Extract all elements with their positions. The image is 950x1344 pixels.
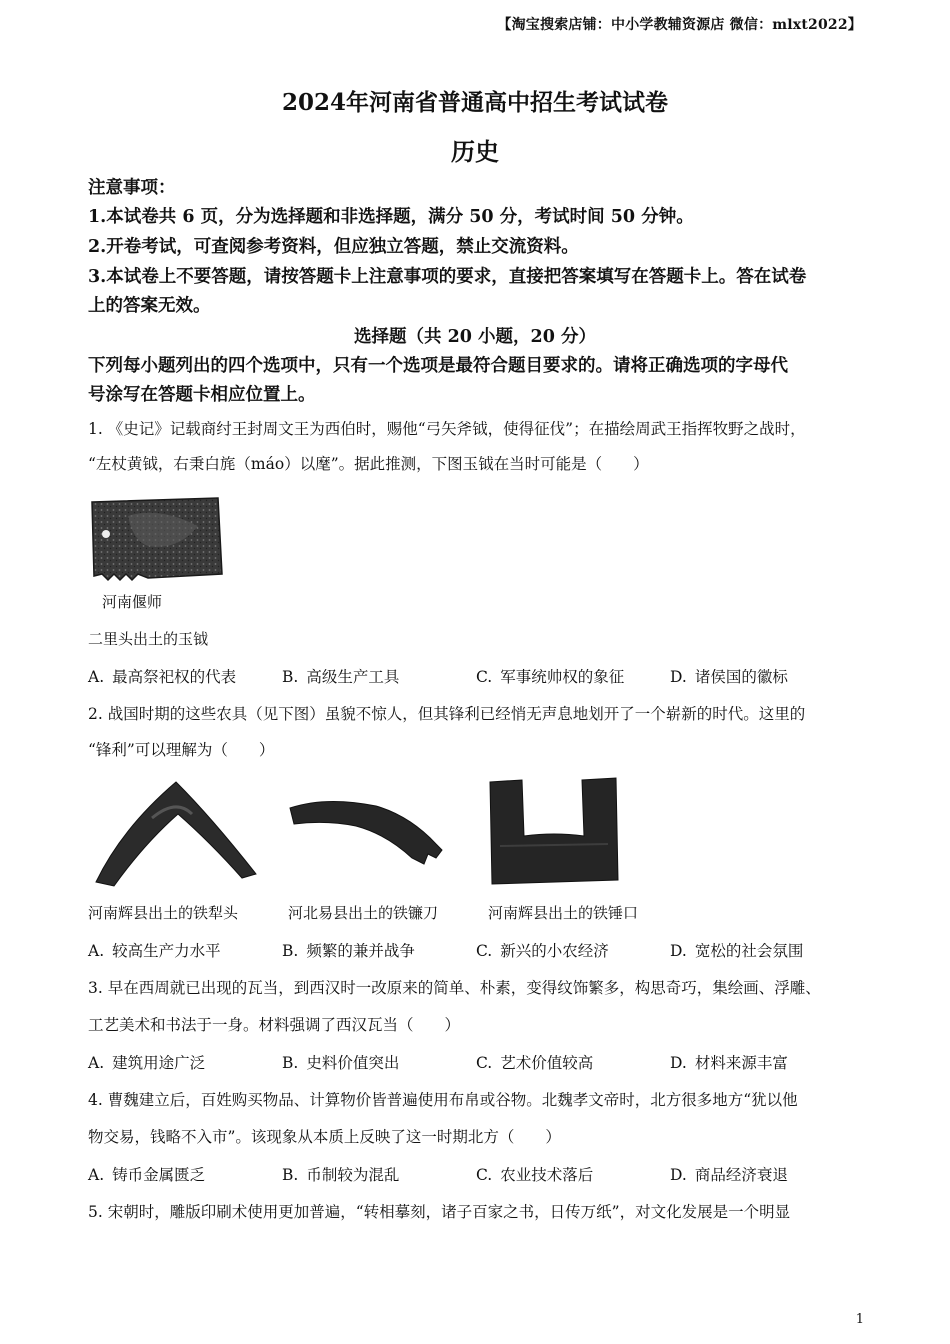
option-letter: D. bbox=[670, 1166, 687, 1184]
question-1-option-b[interactable] bbox=[282, 665, 399, 687]
question-1-line-2: “左杖黄钺，右秉白旄（máo）以麾”。据此推测，下图玉钺在当时可能是（ ） bbox=[88, 455, 649, 473]
question-2-caption-plough: 河南辉县出土的铁犁头 bbox=[88, 904, 239, 922]
option-text: 频繁的兼并战争 bbox=[306, 942, 415, 960]
option-letter: C. bbox=[476, 942, 493, 960]
question-4-option-a[interactable] bbox=[88, 1163, 205, 1185]
question-3-option-b[interactable] bbox=[282, 1051, 399, 1073]
option-letter: A. bbox=[88, 1054, 105, 1072]
question-3-line-2: 工艺美术和书法于一身。材料强调了西汉瓦当（ ） bbox=[88, 1016, 461, 1034]
option-text: 最高祭祀权的代表 bbox=[112, 668, 237, 686]
option-text: 商品经济衰退 bbox=[694, 1166, 788, 1184]
question-1-option-c[interactable] bbox=[476, 665, 624, 687]
question-1-caption-2: 二里头出土的玉钺 bbox=[88, 630, 209, 648]
question-2-option-d[interactable] bbox=[670, 939, 803, 961]
option-text: 诸侯国的徽标 bbox=[694, 668, 788, 686]
question-4-option-d[interactable] bbox=[670, 1163, 788, 1185]
subject-title: 历史 bbox=[451, 137, 499, 166]
question-1-caption-1: 河南偃师 bbox=[102, 593, 163, 611]
option-letter: C. bbox=[476, 1166, 493, 1184]
iron-plough-head-image bbox=[92, 778, 260, 890]
question-3-options bbox=[88, 1051, 868, 1075]
section-instruction-line-1: 下列每小题列出的四个选项中，只有一个选项是最符合题目要求的。请将正确选项的字母代 bbox=[88, 356, 788, 376]
question-5-line-1: 5. 宋朝时，雕版印刷术使用更加普遍，“转相摹刻，诸子百家之书，日传万纸”，对文化发展是一个明显 bbox=[88, 1203, 791, 1221]
exam-title: 2024年河南省普通高中招生考试试卷 bbox=[281, 89, 668, 116]
option-letter: D. bbox=[670, 668, 687, 686]
question-2-option-c[interactable] bbox=[476, 939, 609, 961]
option-letter: A. bbox=[88, 668, 105, 686]
question-1-options bbox=[88, 665, 868, 689]
option-text: 史料价值突出 bbox=[306, 1054, 400, 1072]
notice-heading: 注意事项： bbox=[88, 178, 176, 198]
iron-sickle-image bbox=[286, 794, 446, 874]
iron-hoe-mouth-image bbox=[486, 776, 622, 888]
option-letter: B. bbox=[282, 942, 299, 960]
option-letter: D. bbox=[670, 942, 687, 960]
question-2-caption-hoe: 河南辉县出土的铁锤口 bbox=[488, 904, 639, 922]
option-text: 建筑用途广泛 bbox=[112, 1054, 206, 1072]
option-letter: A. bbox=[88, 1166, 105, 1184]
option-text: 材料来源丰富 bbox=[694, 1054, 788, 1072]
question-4-line-2: 物交易，钱略不入市”。该现象从本质上反映了这一时期北方（ ） bbox=[88, 1128, 561, 1146]
question-2-option-a[interactable] bbox=[88, 939, 221, 961]
question-2-line-2: “锋利”可以理解为（ ） bbox=[88, 741, 275, 759]
notice-item-3-line-2: 上的答案无效。 bbox=[88, 296, 211, 316]
page-number: 1 bbox=[855, 1312, 864, 1327]
header-note: 【淘宝搜索店铺：中小学教辅资源店 微信：mlxt2022】 bbox=[497, 17, 862, 33]
notice-item-3-line-1: 3.本试卷上不要答题，请按答题卡上注意事项的要求，直接把答案填写在答题卡上。答在试卷 bbox=[88, 267, 807, 287]
question-2-option-b[interactable] bbox=[282, 939, 415, 961]
question-1-option-d[interactable] bbox=[670, 665, 788, 687]
option-text: 新兴的小农经济 bbox=[500, 942, 609, 960]
option-text: 币制较为混乱 bbox=[306, 1166, 400, 1184]
question-2-line-1: 2. 战国时期的这些农具（见下图）虽貌不惊人，但其锋利已经悄无声息地划开了一个崭新的时代。这里的 bbox=[88, 705, 806, 723]
question-3-option-d[interactable] bbox=[670, 1051, 788, 1073]
option-letter: C. bbox=[476, 668, 493, 686]
question-3-line-1: 3. 早在西周就已出现的瓦当，到西汉时一改原来的简单、朴素，变得纹饰繁多，构思奇巧，集绘画、浮雕、 bbox=[88, 979, 821, 997]
question-3-option-a[interactable] bbox=[88, 1051, 205, 1073]
option-text: 宽松的社会氛围 bbox=[694, 942, 804, 960]
notice-item-2: 2.开卷考试，可查阅参考资料，但应独立答题，禁止交流资料。 bbox=[88, 237, 579, 257]
option-text: 高级生产工具 bbox=[306, 668, 400, 686]
section-heading: 选择题（共 20 小题，20 分） bbox=[354, 327, 596, 347]
question-1-option-a[interactable] bbox=[88, 665, 236, 687]
option-letter: D. bbox=[670, 1054, 687, 1072]
option-letter: A. bbox=[88, 942, 105, 960]
question-4-line-1: 4. 曹魏建立后，百姓购买物品、计算物价皆普遍使用布帛或谷物。北魏孝文帝时，北方很多地方“犹以他 bbox=[88, 1091, 798, 1109]
question-1-line-1: 1. 《史记》记载商纣王封周文王为西伯时，赐他“弓矢斧钺，使得征伐”；在描绘周武王指挥牧野之战时， bbox=[88, 420, 806, 438]
option-text: 艺术价值较高 bbox=[500, 1054, 594, 1072]
option-text: 较高生产力水平 bbox=[112, 942, 221, 960]
question-4-option-c[interactable] bbox=[476, 1163, 593, 1185]
section-instruction-line-2: 号涂写在答题卡相应位置上。 bbox=[88, 385, 316, 405]
option-letter: B. bbox=[282, 1166, 299, 1184]
question-3-option-c[interactable] bbox=[476, 1051, 593, 1073]
question-4-option-b[interactable] bbox=[282, 1163, 399, 1185]
notice-item-1: 1.本试卷共 6 页，分为选择题和非选择题，满分 50 分，考试时间 50 分钟。 bbox=[88, 207, 694, 227]
option-letter: B. bbox=[282, 668, 299, 686]
option-text: 铸币金属匮乏 bbox=[112, 1166, 206, 1184]
option-letter: C. bbox=[476, 1054, 493, 1072]
question-4-options bbox=[88, 1163, 868, 1187]
option-text: 军事统帅权的象征 bbox=[500, 668, 625, 686]
option-letter: B. bbox=[282, 1054, 299, 1072]
question-2-caption-sickle: 河北易县出土的铁镰刀 bbox=[288, 904, 439, 922]
option-text: 农业技术落后 bbox=[500, 1166, 594, 1184]
jade-yue-axe-image bbox=[88, 496, 224, 582]
question-2-options bbox=[88, 939, 868, 963]
